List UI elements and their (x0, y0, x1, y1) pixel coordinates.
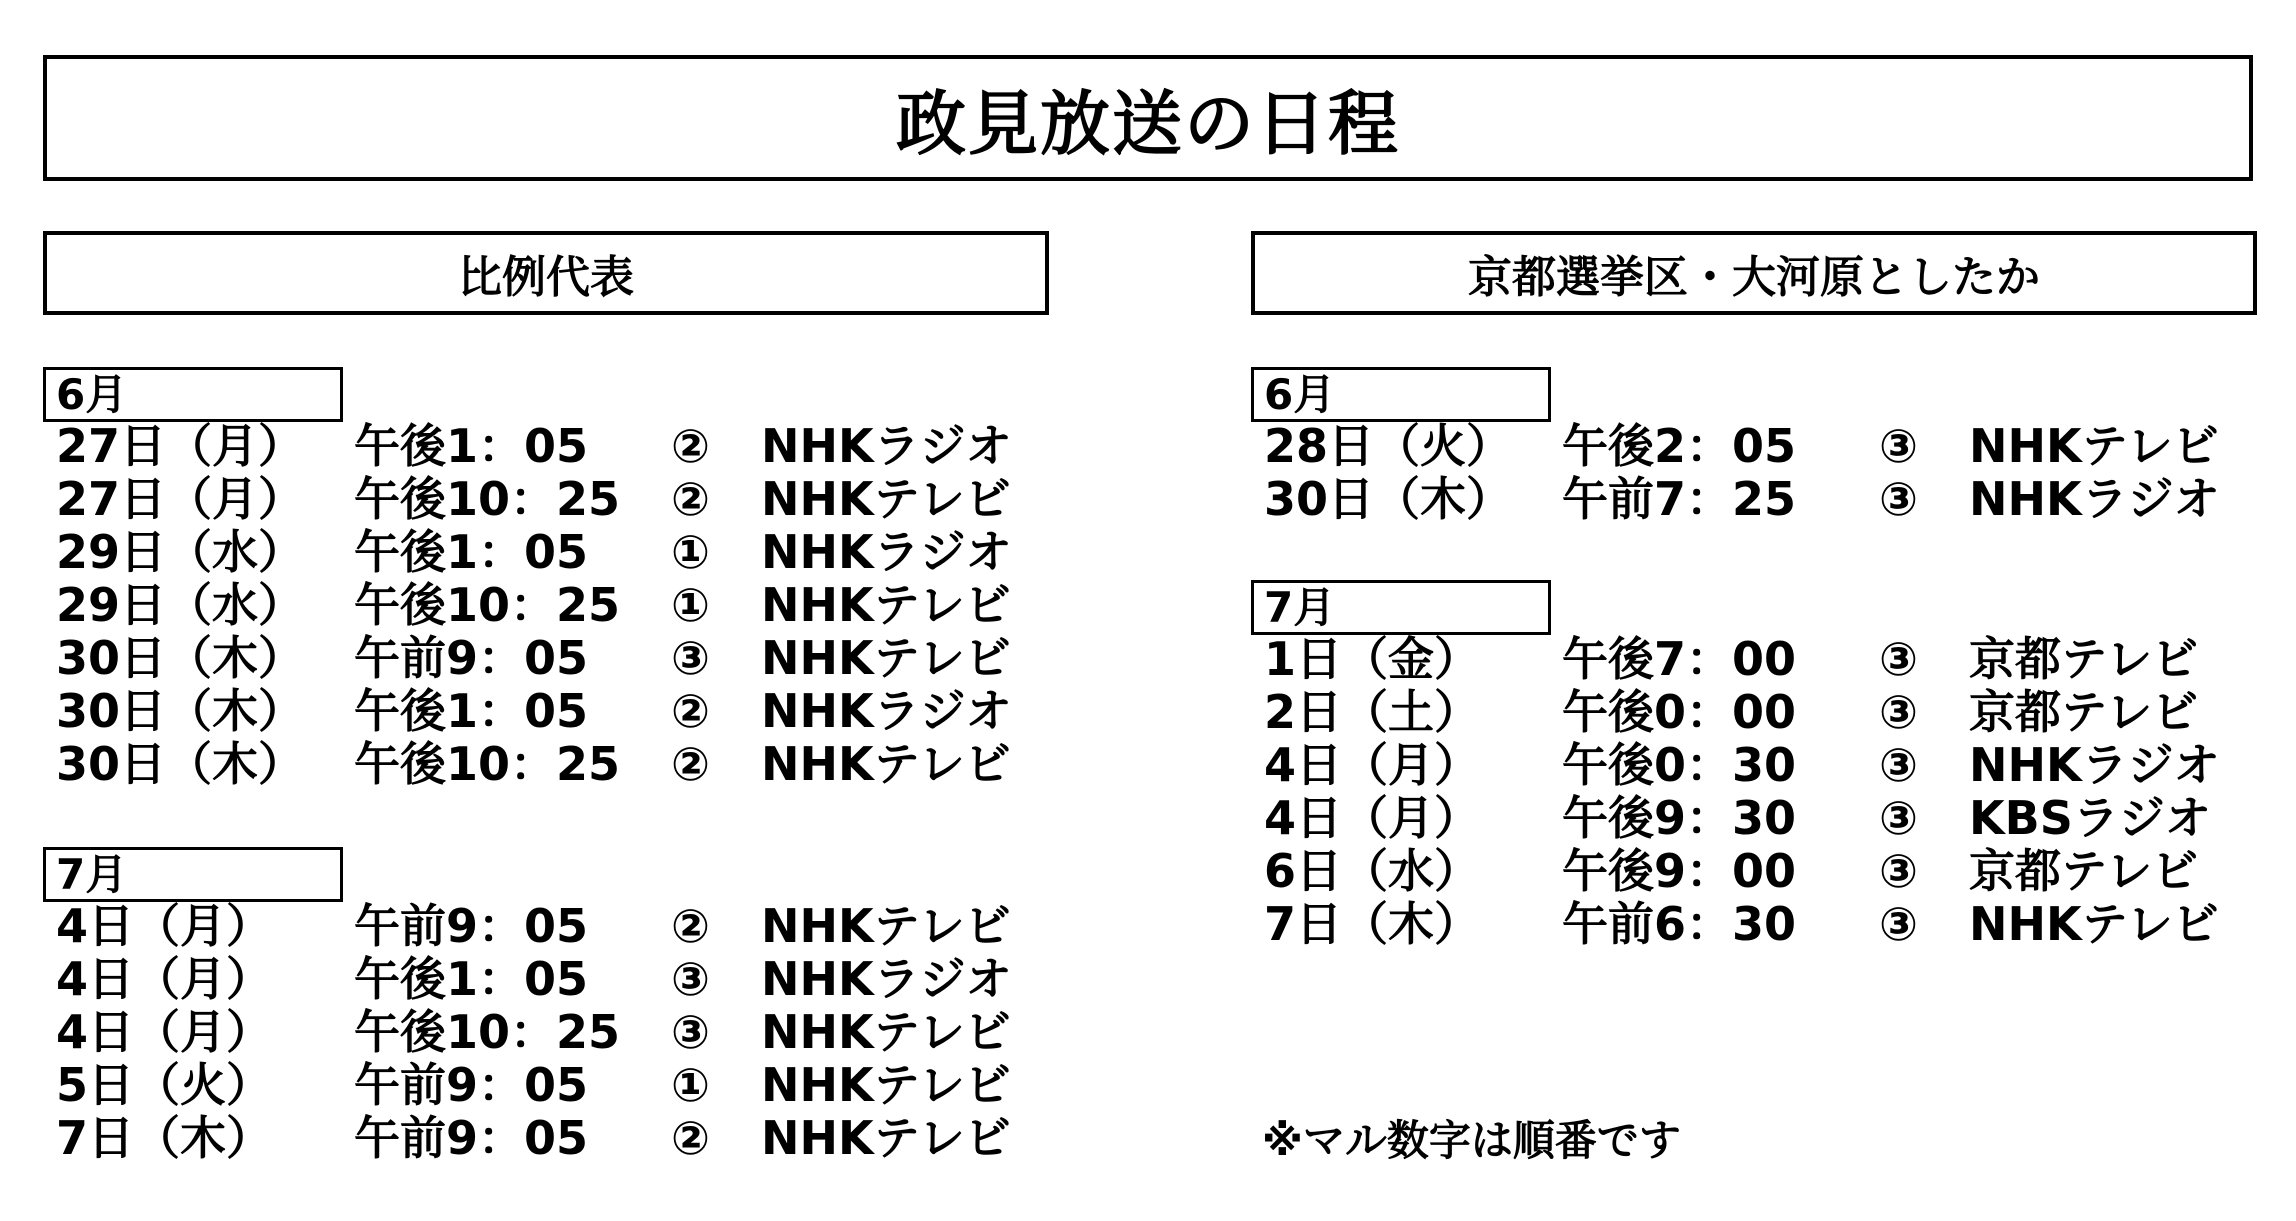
broadcast-time: 午後10：25 (354, 578, 621, 632)
broadcast-order: ③ (1879, 738, 1918, 792)
broadcast-order: ③ (1879, 791, 1918, 845)
broadcast-time: 午後10：25 (354, 472, 621, 526)
broadcast-time: 午前9：05 (354, 631, 589, 685)
broadcast-station: 京都テレビ (1969, 685, 2199, 739)
header-kyoto-district (1251, 231, 2257, 315)
broadcast-station: NHKテレビ (761, 472, 1011, 526)
broadcast-station: NHKラジオ (1969, 472, 2220, 526)
broadcast-date: 4日（月） (56, 1005, 273, 1059)
month-label-right-july: 7月 (1251, 580, 1551, 635)
broadcast-date: 4日（月） (1264, 738, 1481, 792)
broadcast-time: 午後1：05 (354, 419, 589, 473)
title-box (43, 55, 2253, 181)
broadcast-time: 午前9：05 (354, 1111, 589, 1165)
broadcast-station: NHKテレビ (1969, 419, 2219, 473)
broadcast-order: ② (671, 472, 710, 526)
footnote: ※マル数字は順番です (1262, 1116, 1681, 1165)
month-label-left-june: 6月 (43, 367, 343, 422)
broadcast-date: 1日（金） (1264, 632, 1481, 686)
broadcast-order: ③ (1879, 419, 1918, 473)
broadcast-station: NHKテレビ (761, 578, 1011, 632)
broadcast-time: 午前7：25 (1562, 472, 1797, 526)
broadcast-station: NHKラジオ (761, 525, 1012, 579)
broadcast-time: 午後1：05 (354, 525, 589, 579)
broadcast-date: 5日（火） (56, 1058, 273, 1112)
broadcast-station: NHKテレビ (761, 631, 1011, 685)
broadcast-order: ② (671, 737, 710, 791)
broadcast-date: 2日（土） (1264, 685, 1481, 739)
broadcast-station: NHKテレビ (761, 1005, 1011, 1059)
broadcast-time: 午後1：05 (354, 684, 589, 738)
broadcast-time: 午前9：05 (354, 1058, 589, 1112)
broadcast-order: ③ (671, 1005, 710, 1059)
broadcast-time: 午後2：05 (1562, 419, 1797, 473)
broadcast-station: NHKラジオ (761, 419, 1012, 473)
broadcast-date: 30日（木） (1264, 472, 1513, 526)
broadcast-time: 午後7：00 (1562, 632, 1797, 686)
broadcast-station: NHKテレビ (761, 1111, 1011, 1165)
broadcast-time: 午前6：30 (1562, 897, 1797, 951)
broadcast-time: 午後1：05 (354, 952, 589, 1006)
broadcast-station: 京都テレビ (1969, 632, 2199, 686)
broadcast-order: ② (671, 1111, 710, 1165)
broadcast-order: ② (671, 684, 710, 738)
broadcast-station: KBSラジオ (1969, 791, 2211, 845)
broadcast-time: 午後10：25 (354, 1005, 621, 1059)
broadcast-station: NHKラジオ (761, 684, 1012, 738)
broadcast-time: 午後0：30 (1562, 738, 1797, 792)
broadcast-time: 午後9：00 (1562, 844, 1797, 898)
broadcast-station: 京都テレビ (1969, 844, 2199, 898)
broadcast-date: 28日（火） (1264, 419, 1513, 473)
page-title: 政見放送の日程 (896, 82, 1400, 165)
broadcast-order: ② (671, 899, 710, 953)
broadcast-date: 29日（水） (56, 525, 305, 579)
broadcast-order: ③ (1879, 897, 1918, 951)
broadcast-order: ① (671, 1058, 710, 1112)
broadcast-date: 6日（水） (1264, 844, 1481, 898)
broadcast-date: 27日（月） (56, 419, 305, 473)
broadcast-date: 4日（月） (56, 899, 273, 953)
broadcast-time: 午後0：00 (1562, 685, 1797, 739)
header-proportional (43, 231, 1049, 315)
broadcast-time: 午後10：25 (354, 737, 621, 791)
broadcast-date: 29日（水） (56, 578, 305, 632)
broadcast-date: 30日（木） (56, 684, 305, 738)
broadcast-order: ③ (1879, 472, 1918, 526)
broadcast-order: ① (671, 525, 710, 579)
broadcast-station: NHKラジオ (761, 952, 1012, 1006)
header-proportional-label: 比例代表 (458, 252, 634, 303)
broadcast-station: NHKテレビ (761, 1058, 1011, 1112)
broadcast-order: ① (671, 578, 710, 632)
broadcast-order: ③ (1879, 632, 1918, 686)
broadcast-station: NHKテレビ (761, 899, 1011, 953)
broadcast-time: 午前9：05 (354, 899, 589, 953)
broadcast-time: 午後9：30 (1562, 791, 1797, 845)
month-label-right-june: 6月 (1251, 367, 1551, 422)
broadcast-date: 4日（月） (1264, 791, 1481, 845)
month-label-left-july: 7月 (43, 847, 343, 902)
header-kyoto-district-label: 京都選挙区・大河原としたか (1468, 252, 2040, 303)
broadcast-station: NHKテレビ (761, 737, 1011, 791)
broadcast-order: ③ (671, 952, 710, 1006)
broadcast-order: ③ (671, 631, 710, 685)
broadcast-date: 7日（木） (56, 1111, 273, 1165)
broadcast-order: ③ (1879, 844, 1918, 898)
broadcast-date: 30日（木） (56, 737, 305, 791)
broadcast-date: 4日（月） (56, 952, 273, 1006)
broadcast-date: 7日（木） (1264, 897, 1481, 951)
broadcast-station: NHKラジオ (1969, 738, 2220, 792)
broadcast-station: NHKテレビ (1969, 897, 2219, 951)
broadcast-date: 30日（木） (56, 631, 305, 685)
broadcast-date: 27日（月） (56, 472, 305, 526)
broadcast-order: ③ (1879, 685, 1918, 739)
broadcast-order: ② (671, 419, 710, 473)
